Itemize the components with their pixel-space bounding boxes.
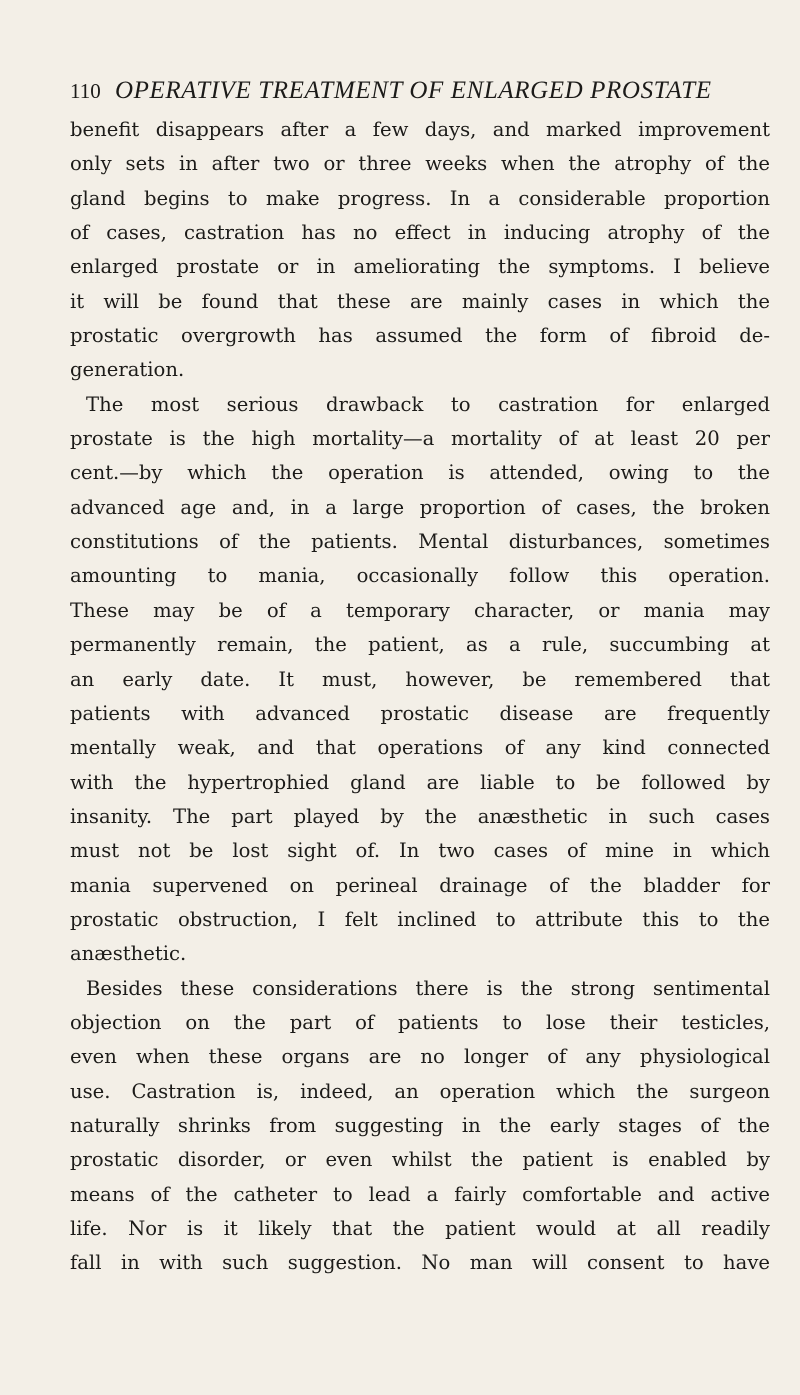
- text-line: anæsthetic.: [70, 942, 187, 966]
- text-line: naturally shrinks from suggesting in the early stages of the: [70, 1113, 770, 1137]
- text-line: benefit disappears after a few days, and marked improvement: [70, 118, 770, 141]
- page-number: 110: [70, 79, 101, 103]
- text-line: permanently remain, the patient, as a rule, succumbing at: [70, 633, 770, 657]
- text-line: insanity. The part played by the anæsthetic in such cases: [70, 804, 770, 828]
- text-line: The most serious drawback to castration for enlarged: [86, 392, 770, 416]
- text-line: These may be of a temporary character, or mania may: [70, 598, 770, 622]
- text-line: an early date. It must, however, be remembered that: [70, 667, 770, 691]
- text-line: mentally weak, and that operations of any kind connected: [70, 736, 770, 760]
- text-line: means of the catheter to lead a fairly comfortable and active: [70, 1182, 770, 1206]
- text-line: patients with advanced prostatic disease are frequently: [70, 701, 770, 725]
- text-line: generation.: [70, 358, 185, 382]
- text-line: only sets in after two or three weeks when the atrophy of the: [70, 152, 770, 176]
- running-header: [70, 76, 770, 106]
- text-line: gland begins to make progress. In a considerable proportion: [70, 186, 770, 210]
- text-line: prostatic disorder, or even whilst the patient is enabled by: [70, 1148, 770, 1172]
- text-line: life. Nor is it likely that the patient would at all readily: [70, 1217, 770, 1240]
- text-line: even when these organs are no longer of any physiological: [70, 1045, 770, 1069]
- text-line: mania supervened on perineal drainage of the bladder for: [70, 873, 770, 897]
- text-line: prostatic obstruction, I felt inclined to attribute this to the: [70, 907, 770, 931]
- text-line: must not be lost sight of. In two cases of mine in which: [70, 839, 770, 863]
- text-line: it will be found that these are mainly cases in which the: [70, 289, 770, 313]
- running-title: OPERATIVE TREATMENT OF ENLARGED PROSTATE: [114, 77, 712, 104]
- text-line: with the hypertrophied gland are liable to be followed by: [70, 770, 770, 794]
- text-line: amounting to mania, occasionally follow this operation.: [70, 564, 770, 588]
- text-line: prostatic overgrowth has assumed the form of fibroid de-: [70, 324, 770, 348]
- text-line: use. Castration is, indeed, an operation which the surgeon: [70, 1079, 770, 1103]
- text-line: prostate is the high mortality—a mortality of at least 20 per: [70, 427, 770, 451]
- text-line: constitutions of the patients. Mental disturbances, sometimes: [70, 530, 770, 554]
- text-line: cent.—by which the operation is attended, owing to the: [70, 461, 770, 485]
- text-line: objection on the part of patients to lose their testicles,: [70, 1010, 770, 1034]
- text-line: advanced age and, in a large proportion of cases, the broken: [70, 495, 770, 519]
- text-line: enlarged prostate or in ameliorating the symptoms. I believe: [70, 255, 770, 279]
- text-line: of cases, castration has no effect in inducing atrophy of the: [70, 221, 770, 245]
- body-text: [70, 113, 770, 1281]
- text-line: Besides these considerations there is the strong sentimental: [86, 976, 770, 1000]
- text-line: fall in with such suggestion. No man will consent to have: [70, 1251, 770, 1275]
